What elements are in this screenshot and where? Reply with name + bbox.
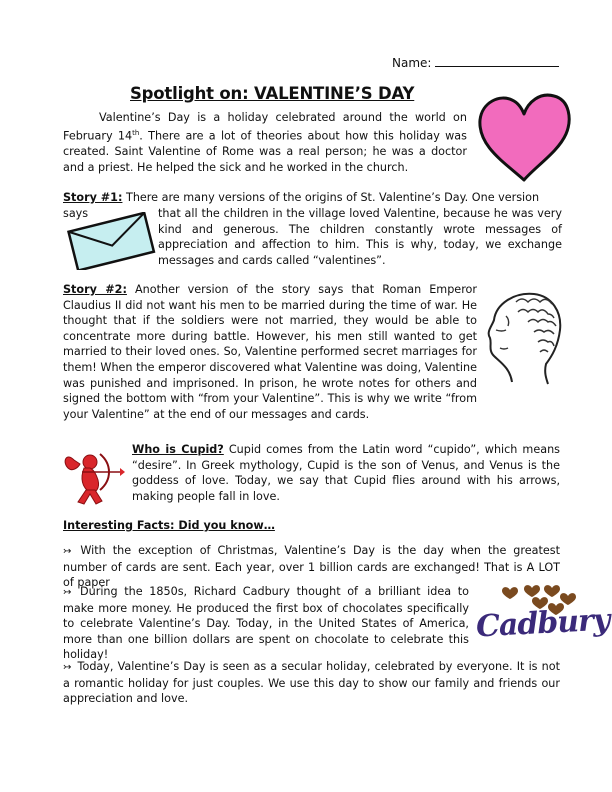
story1-label: Story #1: — [63, 191, 123, 204]
fact-bullet-icon: ↣ — [63, 546, 72, 557]
cupid-arrow-heart — [120, 468, 125, 476]
fact-bullet-icon: ↣ — [63, 587, 72, 598]
portrait-head — [489, 294, 561, 384]
intro-paragraph — [63, 110, 467, 175]
cupid-label: Who is Cupid? — [132, 443, 224, 456]
fact-item-2 — [63, 584, 469, 663]
envelope-image — [64, 212, 156, 270]
fact-text: With the exception of Christmas, Valentine’s Day is the day when the greatest number of cards are sent. Each year, over 1 billion cards are exchanged! That is A LOT of paper — [63, 544, 560, 590]
name-blank-line — [435, 56, 559, 67]
fact-bullet-icon: ↣ — [63, 662, 72, 673]
cupid-wing — [65, 457, 80, 470]
cupid-text: Cupid comes from the Latin word “cupido”, which means “desire”. In Greek mythology, Cupid is the son of Venus, and Venus is the goddess of love. Today, we say that Cupid flies around with his arrows, making people fall in love. — [132, 443, 560, 503]
story1-paragraph: that all the children in the village loved Valentine, because he was very kind and generous. The children constantly wrote messages of appreciation and affection to him. This is why, today, we exchange messages and cards called “valentines”. — [158, 207, 562, 267]
fact-text: During the 1850s, Richard Cadbury thought of a brilliant idea to make more money. He produced the first box of chocolates specifically to celebrate Valentine’s Day. Today, in the United States of America, more than one billion dollars are spent on chocolate to celebrate this holiday! — [63, 585, 469, 662]
facts-heading: Interesting Facts: Did you know… — [63, 519, 275, 532]
heart-image — [474, 90, 574, 184]
cupid-image — [60, 446, 126, 508]
story2-paragraph — [63, 282, 477, 422]
story2-label: Story #2: — [63, 283, 127, 296]
story1-first-line-text: There are many versions of the origins of St. Valentine’s Day. One version says — [63, 191, 540, 220]
fact-item-3 — [63, 659, 560, 707]
heart-shape — [480, 95, 569, 180]
cupid-head — [83, 455, 97, 469]
name-field — [392, 56, 559, 70]
cupid-legs — [78, 490, 102, 504]
name-label: Name: — [392, 56, 432, 70]
intro-superscript: th — [132, 128, 140, 137]
intro-text-end: . There are a lot of theories about how this holiday was created. Saint Valentine of Rome was a real person; he was a doctor and a priest. He helped the sick and he worked in the church. — [63, 129, 467, 174]
cadbury-logo-text: Cadbury — [475, 602, 611, 645]
intro-text-start: Valentine’s Day is a holiday celebrated around the world on February 14 — [63, 111, 467, 143]
cupid-paragraph — [132, 442, 560, 504]
emperor-portrait-image — [482, 286, 566, 388]
story2-text: Another version of the story says that Roman Emperor Claudius II did not want his men to be married during the time of war. He thought that if the soldiers were not married, they would be able to concentrate more during battle. However, his men still wanted to get married to their loved ones. So, Valentine performed secret marriages for them! When the emperor discovered what Valentine was doing, Valentine was punished and imprisoned. In prison, he wrote notes for others and signed the bottom with “from your Valentine”. This is why we write “from your Valentine” at the end of our messages and cards. — [63, 283, 477, 421]
fact-text: Today, Valentine’s Day is seen as a secular holiday, celebrated by everyone. It is not a romantic holiday for just couples. We use this day to show our family and friends our appreciation and love. — [63, 660, 560, 706]
cadbury-logo-image — [474, 580, 611, 650]
page-title: Spotlight on: VALENTINE’S DAY — [130, 84, 415, 103]
envelope-body — [69, 213, 154, 270]
